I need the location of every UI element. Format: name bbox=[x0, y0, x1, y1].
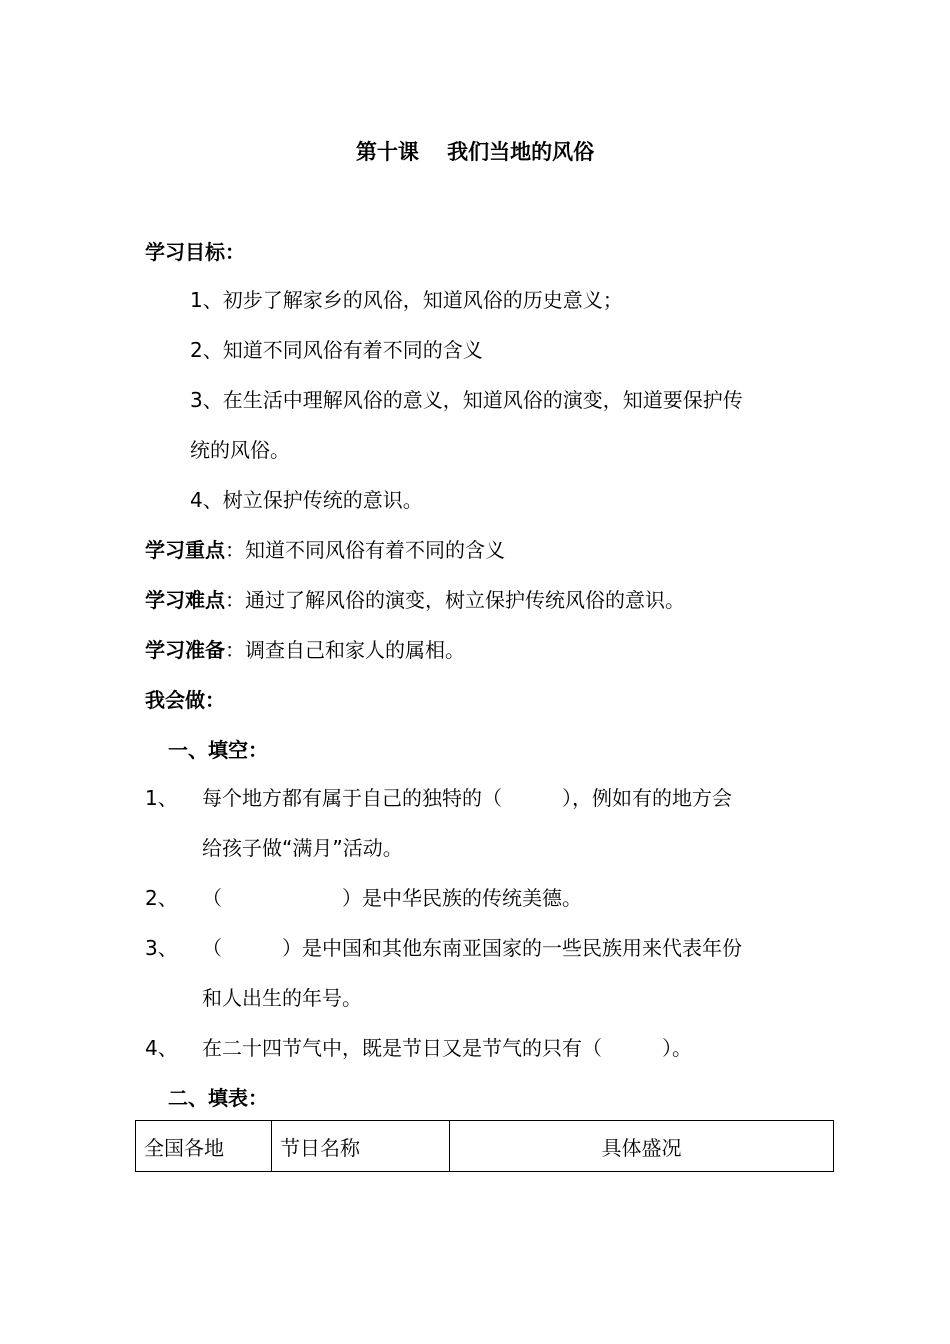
question-text-continued: 给孩子做“满月”活动。 bbox=[202, 836, 403, 860]
key-point-label: 学习重点 bbox=[145, 538, 225, 562]
section-heading: 我会做： bbox=[145, 688, 225, 712]
question-text: 在二十四节气中，既是节日又是节气的只有（ ）。 bbox=[202, 1036, 692, 1060]
objective-item: 2、知道不同风俗有着不同的含义 bbox=[190, 338, 483, 362]
key-point-text: ：知道不同风俗有着不同的含义 bbox=[225, 538, 505, 562]
question-text: （ ）是中国和其他东南亚国家的一些民族用来代表年份 bbox=[202, 936, 742, 960]
fill-blank-heading: 一、填空： bbox=[168, 738, 268, 762]
difficulty-line bbox=[145, 586, 685, 614]
preparation-line bbox=[145, 636, 465, 664]
festival-table bbox=[135, 1120, 834, 1172]
objective-item: 3、在生活中理解风俗的意义，知道风俗的演变，知道要保护传 bbox=[190, 388, 743, 412]
difficulty-text: ：通过了解风俗的演变，树立保护传统风俗的意识。 bbox=[225, 588, 685, 612]
preparation-label: 学习准备 bbox=[145, 638, 225, 662]
question-number: 1、 bbox=[145, 786, 178, 810]
table-header-row bbox=[136, 1121, 834, 1172]
page-title: 第十课 我们当地的风俗 bbox=[355, 140, 595, 164]
table-header-cell: 节日名称 bbox=[272, 1121, 450, 1172]
table-header-cell: 具体盛况 bbox=[450, 1121, 834, 1172]
table-header-cell: 全国各地 bbox=[136, 1121, 272, 1172]
question-text: （ ）是中华民族的传统美德。 bbox=[202, 886, 582, 910]
preparation-text: ：调查自己和家人的属相。 bbox=[225, 638, 465, 662]
question-number: 2、 bbox=[145, 886, 178, 910]
question-number: 3、 bbox=[145, 936, 178, 960]
question-number: 4、 bbox=[145, 1036, 178, 1060]
objectives-heading: 学习目标： bbox=[145, 240, 245, 264]
fill-table-heading: 二、填表： bbox=[168, 1086, 268, 1110]
key-point-line bbox=[145, 536, 505, 564]
objective-item: 4、树立保护传统的意识。 bbox=[190, 488, 423, 512]
objective-item-continued: 统的风俗。 bbox=[190, 438, 290, 462]
difficulty-label: 学习难点 bbox=[145, 588, 225, 612]
question-text: 每个地方都有属于自己的独特的（ ），例如有的地方会 bbox=[202, 786, 732, 810]
question-text-continued: 和人出生的年号。 bbox=[202, 986, 362, 1010]
objective-item: 1、初步了解家乡的风俗，知道风俗的历史意义； bbox=[190, 288, 623, 312]
